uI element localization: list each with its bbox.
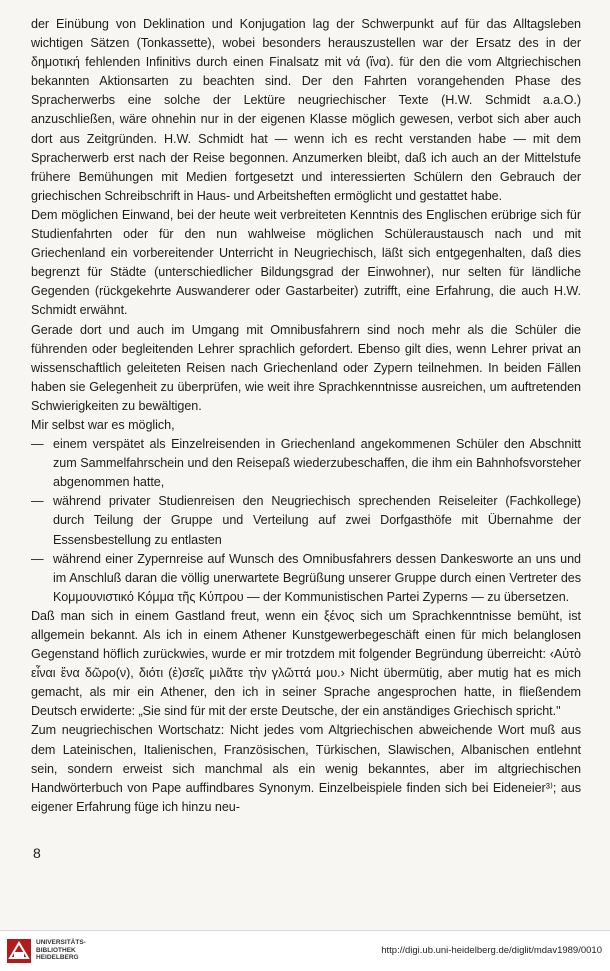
list-dash: — bbox=[31, 437, 44, 452]
body-text bbox=[31, 15, 581, 817]
paragraph: Dem möglichen Einwand, bei der heute weit verbreiteten Kenntnis des Englischen erübrige sich für Studienfahrten oder für den nun wahlweise möglichen Schüleraustausch nach und mit Griechenland ein vorbereitender Unterricht in Neugriechisch, läßt sich entgegenhalten, daß dies begrenzt für Städte (unterschiedlicher Bildungsgrad der Einwohner), nur selten für ländliche Gegenden (rückgekehrte Auswanderer oder Gastarbeiter) zutrifft, eine Erfahrung, die auch H.W. Schmidt erwähnt. bbox=[31, 207, 581, 318]
list-item-text: während einer Zypernreise auf Wunsch des Omnibusfahrers dessen Dankesworte an uns und im Anschluß daran die völlig unerwartete Begrüßung unserer Gruppe durch einen Vertreter des Κομμουνιστικό Κόμμα τῆς Κύπρου — der Kommunistischen Partei Zyperns — zu übersetzen. bbox=[53, 551, 581, 604]
paragraph: Zum neugriechischen Wortschatz: Nicht jedes vom Altgriechischen abweichende Wort muß aus dem Lateinischen, Italienischen, Französischen, Türkischen, Slawischen, Albanischen entlehnt sein, sondern erweist sich manchmal als ein wenig bekanntes, aber im altgriechischen Handwörterbuch von Pape auffindbares Synonym. Einzelbeispiele finden sich bei Eideneier³⁾; aus eigener Erfahrung füge ich hinzu neu- bbox=[31, 723, 581, 814]
library-name-line: HEIDELBERG bbox=[36, 954, 79, 961]
paragraph: Gerade dort und auch im Umgang mit Omnibusfahrern sind noch mehr als die Schüler die führenden oder begleitenden Lehrer sprachlich gefordert. Ebenso gilt dies, wenn Lehrer privat an wissenschaftlich geleiteten Reisen nach Griechenland oder Zypern teilnehmen. In beiden Fällen haben sie Gelegenheit zu überprüfen, wie weit ihre Sprachkenntnisse ausreichen, um auftretenden Schwierigkeiten zu bewältigen. bbox=[31, 322, 581, 413]
list-item bbox=[31, 435, 581, 492]
paragraph: Daß man sich in einem Gastland freut, wenn ein ξένος sich um Sprachkenntnisse bemüht, ist allgemein bekannt. Als ich in einem Athener Kunstgewerbegeschäft einen für mich belanglosen Gegenstand höflich zurückwies, wurde er mir trotzdem mit folgender Begründung überreicht: ‹Αὐτὸ εἶναι ἕνα δῶρο(ν), διότι (ἐ)σεῖς μιλᾶτε τὴν γλῶττά μου.› Nicht übermütig, aber mutig hat es mich gemacht, als mir ein Athener, den ich in seiner Sprache angesprochen hatte, in fließendem Deutsch erwiderte: „Sie sind für mit der erste Deutsche, der ein anständiges Griechisch spricht." bbox=[31, 608, 581, 719]
footer-bar bbox=[0, 930, 610, 971]
library-name-line: UNIVERSITÄTS- bbox=[36, 939, 86, 946]
list-item-text: einem verspätet als Einzelreisenden in Griechenland angekommenen Schüler den Abschnitt zum Sammelfahrschein und den Reisepaß wiederzubeschaffen, die ihm ein Bahnhofsvorsteher abgenommen hatte, bbox=[53, 437, 581, 490]
list-item bbox=[31, 550, 581, 607]
list-dash: — bbox=[31, 551, 44, 566]
page-number: 8 bbox=[33, 845, 41, 861]
list-item bbox=[31, 492, 581, 549]
source-url-link[interactable]: http://digi.ub.uni-heidelberg.de/diglit/mdav1989/0010 bbox=[381, 945, 602, 956]
university-library-logo-icon bbox=[6, 938, 32, 964]
paragraph: der Einübung von Deklination und Konjugation lag der Schwerpunkt auf für das Alltagsleben wichtigen Sätzen (Tonkassette), wobei besonders herauszustellen war der Ersatz des in der δημοτική fehlenden Infinitivs durch einen Finalsatz mit νά (ἵνα). für den die vom Altgriechischen bekannten Aktionsarten zu beachten sind. Der den Fahrten vorangehenden Phase des Spracherwerbs eine solche der Lektüre neugriechischer Texte (H.W. Schmidt a.a.O.) anzuschließen, wäre ohnehin nur in der eigenen Klasse möglich gewesen, verbot sich aber auch dort aus Zeitgründen. H.W. Schmidt hat — wenn ich es recht verstanden habe — mit dem Spracherwerb erst nach der Reise begonnen. Anzumerken bleibt, daß ich auch an der Mittelstufe frühere Bemühungen mit Medien fortgesetzt und interessierten Schülern den Gebrauch der griechischen Schreibschrift in Haus- und Arbeitsheften ermöglicht und gestattet habe. bbox=[31, 17, 581, 203]
library-name bbox=[36, 939, 86, 962]
list-item-text: während privater Studienreisen den Neugriechisch sprechenden Reiseleiter (Fachkollege) durch Teilung der Gruppe und Verteilung auf zwei Dorfgasthöfe mit Übernahme der Essensbestellung zu entlasten bbox=[53, 494, 581, 547]
list-dash: — bbox=[31, 494, 44, 509]
paragraph: Mir selbst war es möglich, bbox=[31, 417, 175, 432]
library-name-line: BIBLIOTHEK bbox=[36, 946, 76, 954]
